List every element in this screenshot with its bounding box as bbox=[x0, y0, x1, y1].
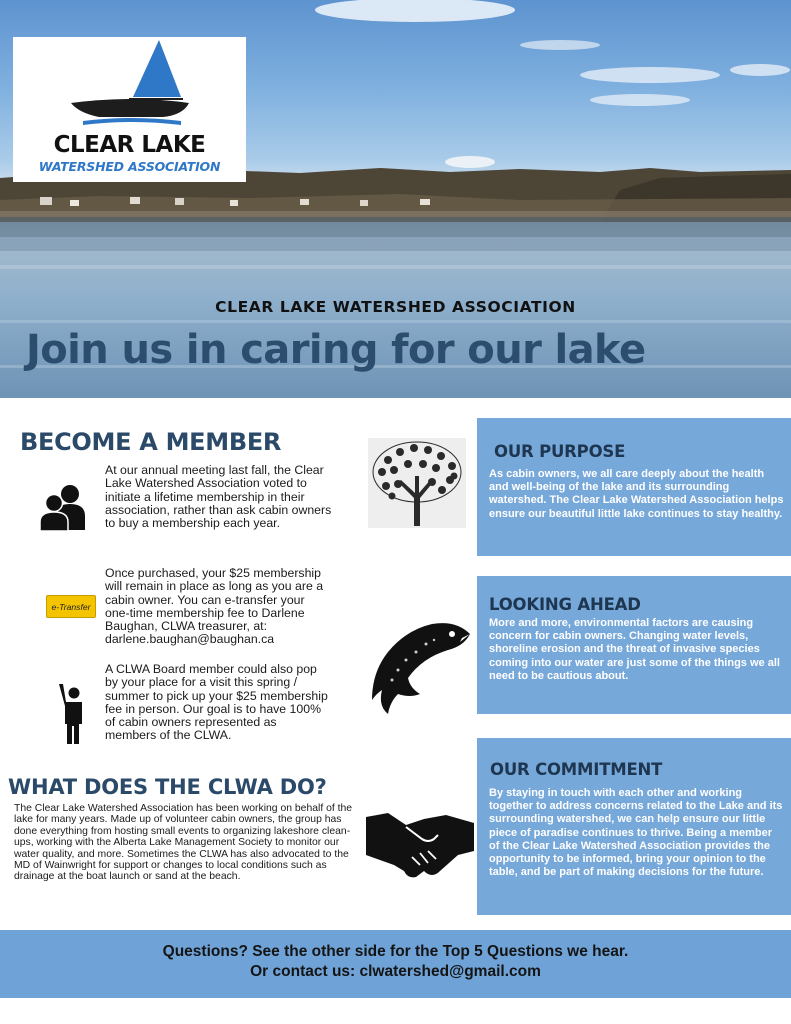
commitment-panel bbox=[477, 738, 791, 915]
looking-ahead-panel bbox=[477, 576, 791, 714]
footer-banner bbox=[0, 930, 791, 998]
looking-ahead-heading: LOOKING AHEAD bbox=[489, 595, 641, 614]
clwa-heading: WHAT DOES THE CLWA DO? bbox=[8, 775, 327, 799]
member-heading: BECOME A MEMBER bbox=[20, 428, 282, 456]
logo bbox=[13, 37, 246, 182]
headline: Join us in caring for our lake bbox=[26, 327, 646, 373]
purpose-heading: OUR PURPOSE bbox=[494, 442, 626, 461]
raised-hand-person-icon bbox=[56, 684, 86, 744]
looking-ahead-text: More and more, environmental factors are causing concern for cabin owners. Changing water levels, shoreline erosion and the threat of invasive species coming into our water are just some of the things we all need to be cautious about. bbox=[489, 617, 780, 682]
logo-name: CLEAR LAKE bbox=[53, 132, 206, 158]
footer-contact-line: Or contact us: clwatershed@gmail.com bbox=[250, 963, 541, 980]
clwa-paragraph: The Clear Lake Watershed Association has been working on behalf of the lake for many years. Made up of volunteer cabin owners, the group has done everything from hosting small events to organizing lakeshore clean-ups, working with the Alberta Lake Management Society to monitor our water quality, and more. Sometimes the CLWA has also advocated to the MD of Wainwright for support or changes to local conditions such as drainage at the boat launch or sand at the beach. bbox=[14, 803, 353, 883]
people-icon bbox=[40, 483, 86, 531]
member-paragraph-3: A CLWA Board member could also pop by your place for a visit this spring / summer to pick up your $25 membership fee in person. Our goal is to have 100% of cabin owners represented as members of the CLWA. bbox=[105, 662, 328, 743]
pike-fish-icon bbox=[366, 620, 472, 716]
organization-name: CLEAR LAKE WATERSHED ASSOCIATION bbox=[215, 298, 576, 316]
hero-banner bbox=[0, 0, 791, 398]
purpose-text: As cabin owners, we all care deeply about the health and well-being of the lake and its surrounding watershed. The Clear Lake Watershed Association helps ensure our beautiful little lake continues to stay healthy. bbox=[489, 468, 784, 520]
member-paragraph-2: Once purchased, your $25 membership will remain in place as long as you are a cabin owner. You can e-transfer your one-time membership fee to Darlene Baughan, CLWA treasurer, at: darlene.baughan@baughan.ca bbox=[105, 566, 324, 647]
purpose-panel bbox=[477, 418, 791, 556]
commitment-heading: OUR COMMITMENT bbox=[490, 760, 663, 779]
footer-questions-line: Questions? See the other side for the Top 5 Questions we hear. bbox=[162, 943, 629, 960]
handshake-icon bbox=[366, 805, 474, 881]
commitment-text: By staying in touch with each other and working together to address concerns related to the Lake and its surrounding watershed, we can help ensure our little piece of paradise continues to thrive. Being a member of the Clear Lake Watershed Association provides the opportunity to be informed, bring your opinion to the table, and be part of making decisions for the future. bbox=[489, 787, 783, 879]
member-paragraph-1: At our annual meeting last fall, the Clear Lake Watershed Association voted to initiate a lifetime membership in their association, rather than ask cabin owners to buy a membership each year. bbox=[105, 463, 332, 531]
tree-icon bbox=[368, 438, 466, 528]
etransfer-logo: e-Transfer bbox=[46, 595, 96, 618]
logo-subtitle: WATERSHED ASSOCIATION bbox=[38, 159, 221, 174]
